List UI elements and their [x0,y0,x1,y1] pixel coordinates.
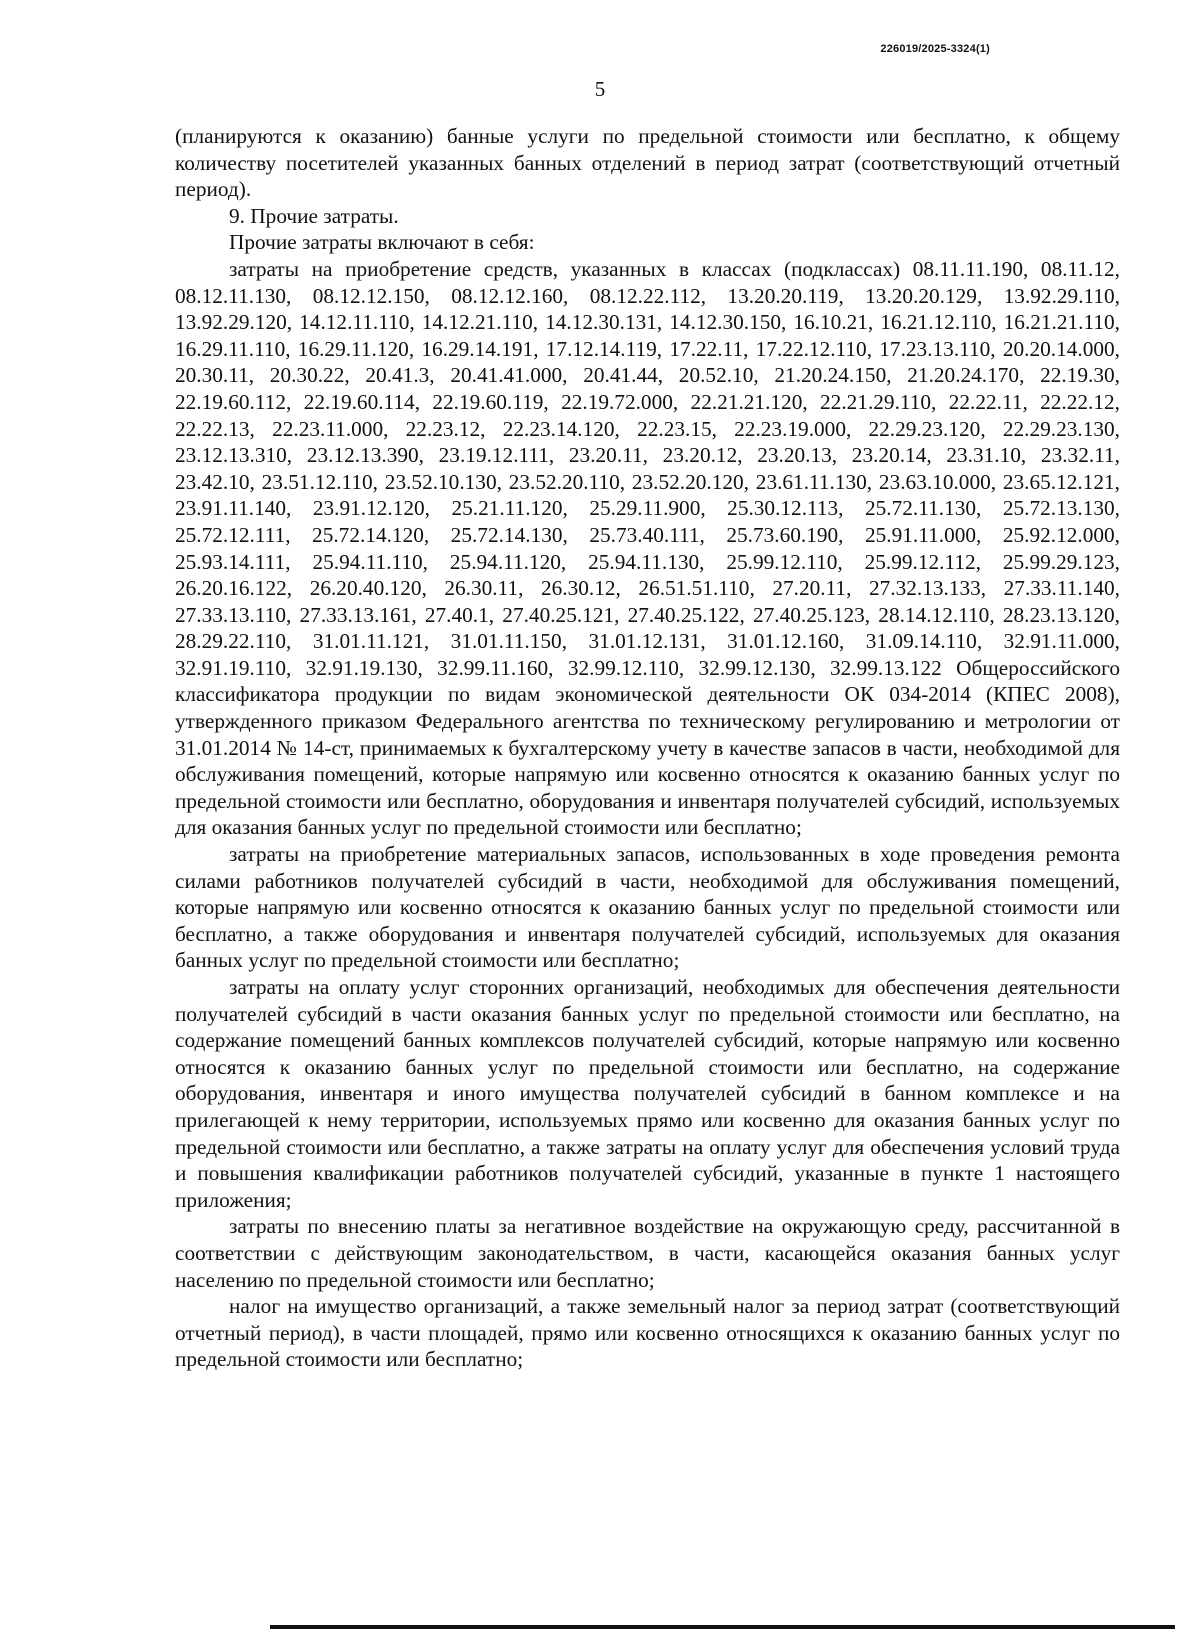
section-heading-other-costs: 9. Прочие затраты. [229,203,399,228]
paragraph-intro: Прочие затраты включают в себя: [229,230,535,255]
page-number: 5 [594,77,606,101]
document-registration-number: 226019/2025-3324(1) [880,43,990,55]
document-body [175,123,1120,1373]
paragraph-environmental-fee: затраты по внесению платы за негативное воздействие на окружающую среду, рассчитанной в соответствии с действующим законодательством, в части, касающейся оказания банных услуг населению по предельной стоимости или бесплатно; [175,1214,1120,1292]
paragraph-property-tax: налог на имущество организаций, а также земельный налог за период затрат (соответствующий отчетный период), в части площадей, прямо или косвенно относящихся к оказанию банных услуг по предельной стоимости или бесплатно; [175,1294,1120,1372]
paragraph-material-costs: затраты на приобретение материальных запасов, использованных в ходе проведения ремонта силами работников получателей субсидий в части, необходимой для обслуживания помещений, которые напрямую или косвенно относятся к оказанию банных услуг по предельной стоимости или бесплатно, а также оборудования и инвентаря получателей субсидий, используемых для оказания банных услуг по предельной стоимости или бесплатно; [175,842,1120,973]
paragraph-third-party-services: затраты на оплату услуг сторонних организаций, необходимых для обеспечения деятельности получателей субсидий в части оказания банных услуг по предельной стоимости или бесплатно, на содержание помещений банных комплексов получателей субсидий, которые напрямую или косвенно относятся к оказанию банных услуг по предельной стоимости или бесплатно, на содержание оборудования, инвентаря и иного имущества получателей субсидий в банном комплексе и на прилегающей к нему территории, используемых прямо или косвенно для оказания банных услуг по предельной стоимости или бесплатно, а также затраты на оплату услуг для обеспечения условий труда и повышения квалификации работников получателей субсидий, указанные в пункте 1 настоящего приложения; [175,975,1120,1212]
scan-bottom-edge [270,1625,1175,1629]
paragraph-classifier-costs: затраты на приобретение средств, указанных в классах (подклассах) 08.11.11.190, 08.11.12, 08.12.11.130, 08.12.12.150, 08.12.12.160, 08.12.22.112, 13.20.20.119, 13.20.20.129, 13.92.29.110, 13.92.29.120, 14.12.11.110, 14.12.21.110, 14.12.30.131, 14.12.30.150, 16.10.21, 16.21.12.110, 16.21.21.110, 16.29.11.110, 16.29.11.120, 16.29.14.191, 17.12.14.119, 17.22.11, 17.22.12.110, 17.23.13.110, 20.20.14.000, 20.30.11, 20.30.22, 20.41.3, 20.41.41.000, 20.41.44, 20.52.10, 21.20.24.150, 21.20.24.170, 22.19.30, 22.19.60.112, 22.19.60.114, 22.19.60.119, 22.19.72.000, 22.21.21.120, 22.21.29.110, 22.22.11, 22.22.12, 22.22.13, 22.23.11.000, 22.23.12, 22.23.14.120, 22.23.15, 22.23.19.000, 22.29.23.120, 22.29.23.130, 23.12.13.310, 23.12.13.390, 23.19.12.111, 23.20.11, 23.20.12, 23.20.13, 23.20.14, 23.31.10, 23.32.11, 23.42.10, 23.51.12.110, 23.52.10.130, 23.52.20.110, 23.52.20.120, 23.61.11.130, 23.63.10.000, 23.65.12.121, 23.91.11.140, 23.91.12.120, 25.21.11.120, 25.29.11.900, 25.30.12.113, 25.72.11.130, 25.72.13.130, 25.72.12.111, 25.72.14.120, 25.72.14.130, 25.73.40.111, 25.73.60.190, 25.91.11.000, 25.92.12.000, 25.93.14.111, 25.94.11.110, 25.94.11.120, 25.94.11.130, 25.99.12.110, 25.99.12.112, 25.99.29.123, 26.20.16.122, 26.20.40.120, 26.30.11, 26.30.12, 26.51.51.110, 27.20.11, 27.32.13.133, 27.33.11.140, 27.33.13.110, 27.33.13.161, 27.40.1, 27.40.25.121, 27.40.25.122, 27.40.25.123, 28.14.12.110, 28.23.13.120, 28.29.22.110, 31.01.11.121, 31.01.11.150, 31.01.12.131, 31.01.12.160, 31.09.14.110, 32.91.11.000, 32.91.19.110, 32.91.19.130, 32.99.11.160, 32.99.12.110, 32.99.12.130, 32.99.13.122 Общероссийского классификатора продукции по видам экономической деятельности ОК 034-2014 (КПЕС 2008), утвержденного приказом Федерального агентства по техническому регулированию и метрологии от 31.01.2014 № 14-ст, принимаемых к бухгалтерскому учету в качестве запасов в части, необходимой для обслуживания помещений, которые напрямую или косвенно относятся к оказанию банных услуг по предельной стоимости или бесплатно, оборудования и инвентаря получателей субсидий, используемых для оказания банных услуг по предельной стоимости или бесплатно; [175,256,1120,840]
paragraph-continuation: (планируются к оказанию) банные услуги по предельной стоимости или бесплатно, к общему количеству посетителей указанных банных отделений в период затрат (соответствующий отчетный период). [175,124,1120,202]
